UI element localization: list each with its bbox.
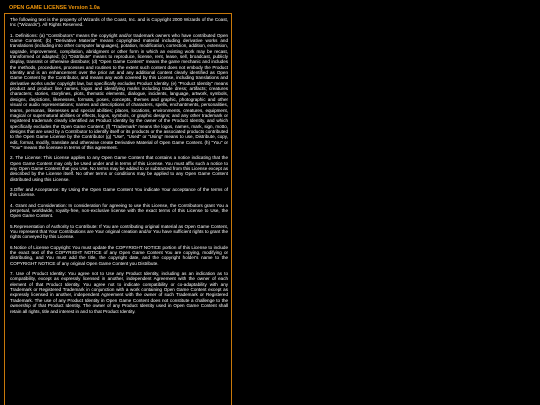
license-notice-paragraph: 6.Notice of License Copyright: You must update the COPYRIGHT NOTICE portion of this License to include the exact text of the COPYRIGHT NOTICE of any Open Game Content You are copying, modifying or distributing, and You must add the title, the copyright date, and the copyright holder's name to the COPYRIGHT NOTICE of any original Open Game Content you Distribute. [10, 244, 228, 266]
license-definitions-paragraph: 1. Definitions: (a) "Contributors" means the copyright and/or trademark owners who have contributed Open Game Content; (b) "Derivative Material" means copyrighted material including derivative works and translations (including into other computer languages), potation, modification, correction, addition, extension, upgrade, improvement, compilation, abridgment or other form in which an existing work may be recast, transformed or adapted; (c) "Distribute" means to reproduce, license, rent, lease, sell, broadcast, publicly display, transmit or otherwise distribute; (d) "Open Game Content" means the game mechanic and includes the methods, procedures, processes and routines to the extent such content does not embody the Product Identity and is an enhancement over the prior art and any additional content clearly identified as Open Game Content by the Contributor, and means any work covered by this License, including translations and derivative works under copyright law, but specifically excludes Product Identity. (e) "Product Identity" means product and product line names, logos and identifying marks including trade dress; artifacts; creatures characters; stories, storylines, plots, thematic elements, dialogue, incidents, language, artwork, symbols, designs, depictions, likenesses, formats, poses, concepts, themes and graphic, photographic and other visual or audio representations; names and descriptions of characters, spells, enchantments, personalities, teams, personas, likenesses and special abilities; places, locations, environments, creatures, equipment, magical or supernatural abilities or effects, logos, symbols, or graphic designs; and any other trademark or registered trademark clearly identified as Product identity by the owner of the Product Identity, and which specifically excludes the Open Game Content; (f) "Trademark" means the logos, names, mark, sign, motto, designs that are used by a Contributor to identify itself or its products or the associated products contributed to the Open Game License by the Contributor (g) "Use", "Used" or "Using" means to use, Distribute, copy, edit, format, modify, translate and otherwise create Derivative Material of Open Game Content. (h) "You" or "Your" means the licensee in terms of this agreement. [10, 32, 228, 150]
license-representation-paragraph: 5.Representation of Authority to Contribute: If You are contributing original material as Open Game Content, You represent that Your Contributions are Your original creation and/or You have sufficient rights to grant the rights conveyed by this License. [10, 223, 228, 240]
license-title: OPEN GAME LICENSE Version 1.0a [9, 5, 100, 11]
license-grant-paragraph: 4. Grant and Consideration: In consideration for agreeing to use this License, the Contributors grant You a perpetual, worldwide, royalty-free, non-exclusive license with the exact terms of this License to Use, the Open Game Content. [10, 202, 228, 219]
license-the-license-paragraph: 2. The License: This License applies to any Open Game Content that contains a notice indicating that the Open Game Content may only be Used under and in terms of this License. You must affix such a notice to any Open Game Content that you Use. No terms may be added to or subtracted from this License except as described by the License itself. No other terms or conditions may be applied to any Open Game Content distributed using this License. [10, 155, 228, 182]
license-text [10, 17, 228, 319]
license-product-identity-paragraph: 7. Use of Product Identity: You agree not to Use any Product Identity, including as an indication as to compatibility, except as expressly licensed in another, independent Agreement with the owner of each element of that Product Identity. You agree not to indicate compatibility or co-adaptability with any Trademark or Registered Trademark in conjunction with a work containing Open Game Content except as expressly licensed in another, independent Agreement with the owner of such Trademark or Registered Trademark. The use of any Product Identity in Open Game Content does not constitute a challenge to the ownership of that Product Identity. The owner of any Product Identity used in Open Game Content shall retain all rights, title and interest in and to that Product Identity. [10, 271, 228, 314]
license-panel [4, 13, 232, 405]
license-offer-acceptance-paragraph: 3.Offer and Acceptance: By Using the Open Game Content You indicate Your acceptance of the terms of this License. [10, 186, 228, 198]
license-intro-paragraph: The following text is the property of Wizards of the Coast, Inc. and is Copyright 2000 Wizards of the Coast, Inc ("Wizards"). All Rights Reserved. [10, 17, 228, 28]
